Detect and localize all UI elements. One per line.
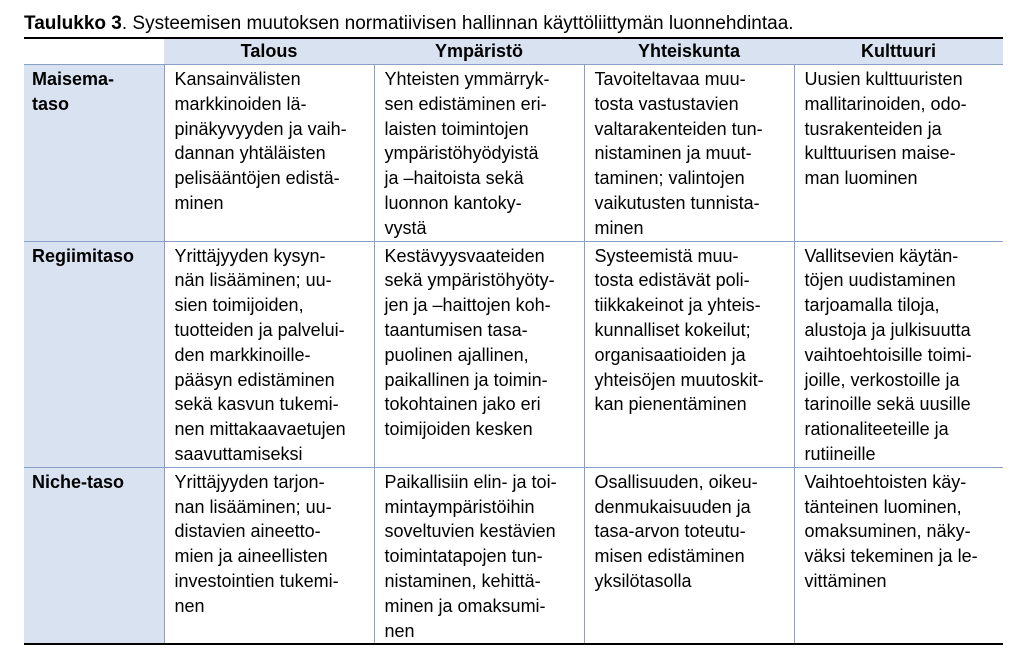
cell-line: yksilötasolla (594, 570, 692, 591)
cell-line: Kansainvälisten (174, 69, 301, 89)
cell-niche-taso-ymparisto (374, 467, 584, 644)
cell-line: vaikutusten tunnista- (594, 192, 760, 213)
cell-line: Uusien kulttuuristen (804, 69, 963, 89)
column-header-ymparisto: Ympäristö (374, 38, 584, 65)
cell-line: töjen uudistaminen (804, 270, 956, 291)
cell-line: joille, verkostoille ja (804, 369, 960, 390)
cell-maisemataso-yhteiskunta (584, 65, 794, 242)
cell-maisemataso-kulttuuri (794, 65, 1003, 242)
cell-line: tosta vastustavien (594, 93, 739, 114)
cell-line: mien ja aineellisten (174, 546, 328, 567)
table-row-regiimitaso (24, 241, 1003, 467)
cell-line: dannan yhtäläisten (174, 143, 326, 164)
framework-table (24, 37, 1003, 645)
cell-line: kan pienentäminen (594, 394, 747, 415)
column-header-kulttuuri: Kulttuuri (794, 38, 1003, 65)
row-header-niche-taso (24, 467, 164, 644)
cell-line: tarjoamalla tiloja, (804, 295, 940, 316)
cell-line: minen (174, 192, 224, 213)
cell-line: yhteisöjen muutoskit- (594, 369, 764, 390)
row-header-line: Niche-taso (32, 471, 125, 492)
cell-line: sekä ympäristöhyöty- (384, 270, 555, 291)
cell-maisemataso-talous (164, 65, 374, 242)
cell-line: alustoja ja julkisuutta (804, 319, 971, 340)
cell-line: nan lisääminen; uu- (174, 496, 332, 517)
cell-line: Vaihtoehtoisten käy- (804, 471, 967, 492)
cell-line: Paikallisiin elin- ja toi- (384, 471, 557, 492)
cell-line: soveltuvien kestävien (384, 521, 556, 542)
cell-regiimitaso-yhteiskunta (584, 241, 794, 467)
cell-line: toimintatapojen tun- (384, 546, 543, 567)
cell-line: omaksuminen, näky- (804, 521, 971, 542)
cell-line: ja –haitoista sekä (384, 168, 524, 189)
cell-line: sen edistäminen eri- (384, 93, 547, 114)
cell-line: tänteinen luominen, (804, 496, 962, 517)
cell-regiimitaso-kulttuuri (794, 241, 1003, 467)
table-row-maisemataso (24, 65, 1003, 242)
cell-line: rutiineille (804, 443, 876, 464)
cell-line: Yhteisten ymmärryk- (384, 69, 550, 89)
cell-line: toimijoiden kesken (384, 419, 533, 440)
header-row (24, 38, 1003, 65)
caption-text: . Systeemisen muutoksen normatiivisen hallinnan käyttöliittymän luonnehdintaa. (121, 13, 794, 34)
cell-line: distavien aineetto- (174, 521, 321, 542)
cell-line: mallitarinoiden, odo- (804, 93, 967, 114)
cell-line: taminen; valintojen (594, 168, 745, 189)
cell-line: Vallitsevien käytän- (804, 245, 959, 266)
cell-line: laisten toimintojen (384, 118, 529, 139)
cell-line: tuotteiden ja palvelui- (174, 319, 345, 340)
cell-line: kulttuurisen maise- (804, 143, 956, 164)
column-header-yhteiskunta: Yhteiskunta (584, 38, 794, 65)
cell-line: vittäminen (804, 570, 887, 591)
cell-line: nistaminen ja muut- (594, 143, 752, 164)
cell-line: pelisääntöjen edistä- (174, 168, 340, 189)
row-header-line: Regiimitaso (32, 245, 135, 266)
cell-line: denmukaisuuden ja (594, 496, 751, 517)
cell-niche-taso-yhteiskunta (584, 467, 794, 644)
cell-line: taantumisen tasa- (384, 319, 528, 340)
table-row-niche-taso (24, 467, 1003, 644)
cell-line: pinäkyvyyden ja vaih- (174, 118, 347, 139)
cell-line: Tavoiteltavaa muu- (594, 69, 746, 89)
cell-maisemataso-ymparisto (374, 65, 584, 242)
cell-line: nän lisääminen; uu- (174, 270, 332, 291)
cell-line: minen ja omaksumi- (384, 595, 546, 616)
cell-line: misen edistäminen (594, 546, 745, 567)
column-header-talous: Talous (164, 38, 374, 65)
cell-line: sien toimijoiden, (174, 295, 304, 316)
cell-line: Osallisuuden, oikeu- (594, 471, 758, 492)
cell-line: ympäristöhyödyistä (384, 143, 539, 164)
cell-line: paikallinen ja toimin- (384, 369, 548, 390)
cell-line: organisaatioiden ja (594, 344, 746, 365)
cell-line: luonnon kantoky- (384, 192, 522, 213)
cell-line: man luominen (804, 168, 918, 189)
cell-line: kunnalliset kokeilut; (594, 319, 751, 340)
cell-line: nen (174, 595, 205, 616)
cell-line: tosta edistävät poli- (594, 270, 750, 291)
cell-line: rationaliteeteille ja (804, 419, 949, 440)
cell-line: tusrakenteiden ja (804, 118, 942, 139)
cell-line: nistaminen, kehittä- (384, 570, 541, 591)
cell-line: markkinoiden lä- (174, 93, 307, 114)
cell-niche-taso-talous (164, 467, 374, 644)
cell-niche-taso-kulttuuri (794, 467, 1003, 644)
row-header-regiimitaso (24, 241, 164, 467)
cell-line: sekä kasvun tukemi- (174, 394, 339, 415)
cell-line: Systeemistä muu- (594, 245, 739, 266)
row-header-maisemataso (24, 65, 164, 242)
header-corner (24, 38, 164, 65)
cell-line: Kestävyysvaateiden (384, 245, 545, 266)
cell-line: tarinoille sekä uusille (804, 394, 971, 415)
cell-line: vaihtoehtoisille toimi- (804, 344, 972, 365)
row-header-line: taso (32, 93, 70, 114)
cell-regiimitaso-ymparisto (374, 241, 584, 467)
cell-line: minen (594, 217, 644, 238)
cell-line: saavuttamiseksi (174, 443, 303, 464)
cell-line: vystä (384, 217, 427, 238)
caption-label: Taulukko 3 (24, 13, 122, 34)
table-caption (24, 12, 794, 36)
cell-line: nen mittakaavaetujen (174, 419, 346, 440)
cell-line: tiikkakeinot ja yhteis- (594, 295, 761, 316)
cell-line: Yrittäjyyden kysyn- (174, 245, 326, 266)
cell-regiimitaso-talous (164, 241, 374, 467)
cell-line: jen ja –haittojen koh- (384, 295, 551, 316)
cell-line: investointien tukemi- (174, 570, 339, 591)
cell-line: Yrittäjyyden tarjon- (174, 471, 325, 492)
cell-line: den markkinoille- (174, 344, 311, 365)
cell-line: tasa-arvon toteutu- (594, 521, 746, 542)
row-header-line: Maisema- (32, 69, 115, 89)
cell-line: puolinen ajallinen, (384, 344, 529, 365)
cell-line: mintaympäristöihin (384, 496, 535, 517)
cell-line: väksi tekeminen ja le- (804, 546, 978, 567)
cell-line: pääsyn edistäminen (174, 369, 335, 390)
cell-line: tokohtainen jako eri (384, 394, 541, 415)
cell-line: nen (384, 620, 415, 641)
cell-line: valtarakenteiden tun- (594, 118, 763, 139)
